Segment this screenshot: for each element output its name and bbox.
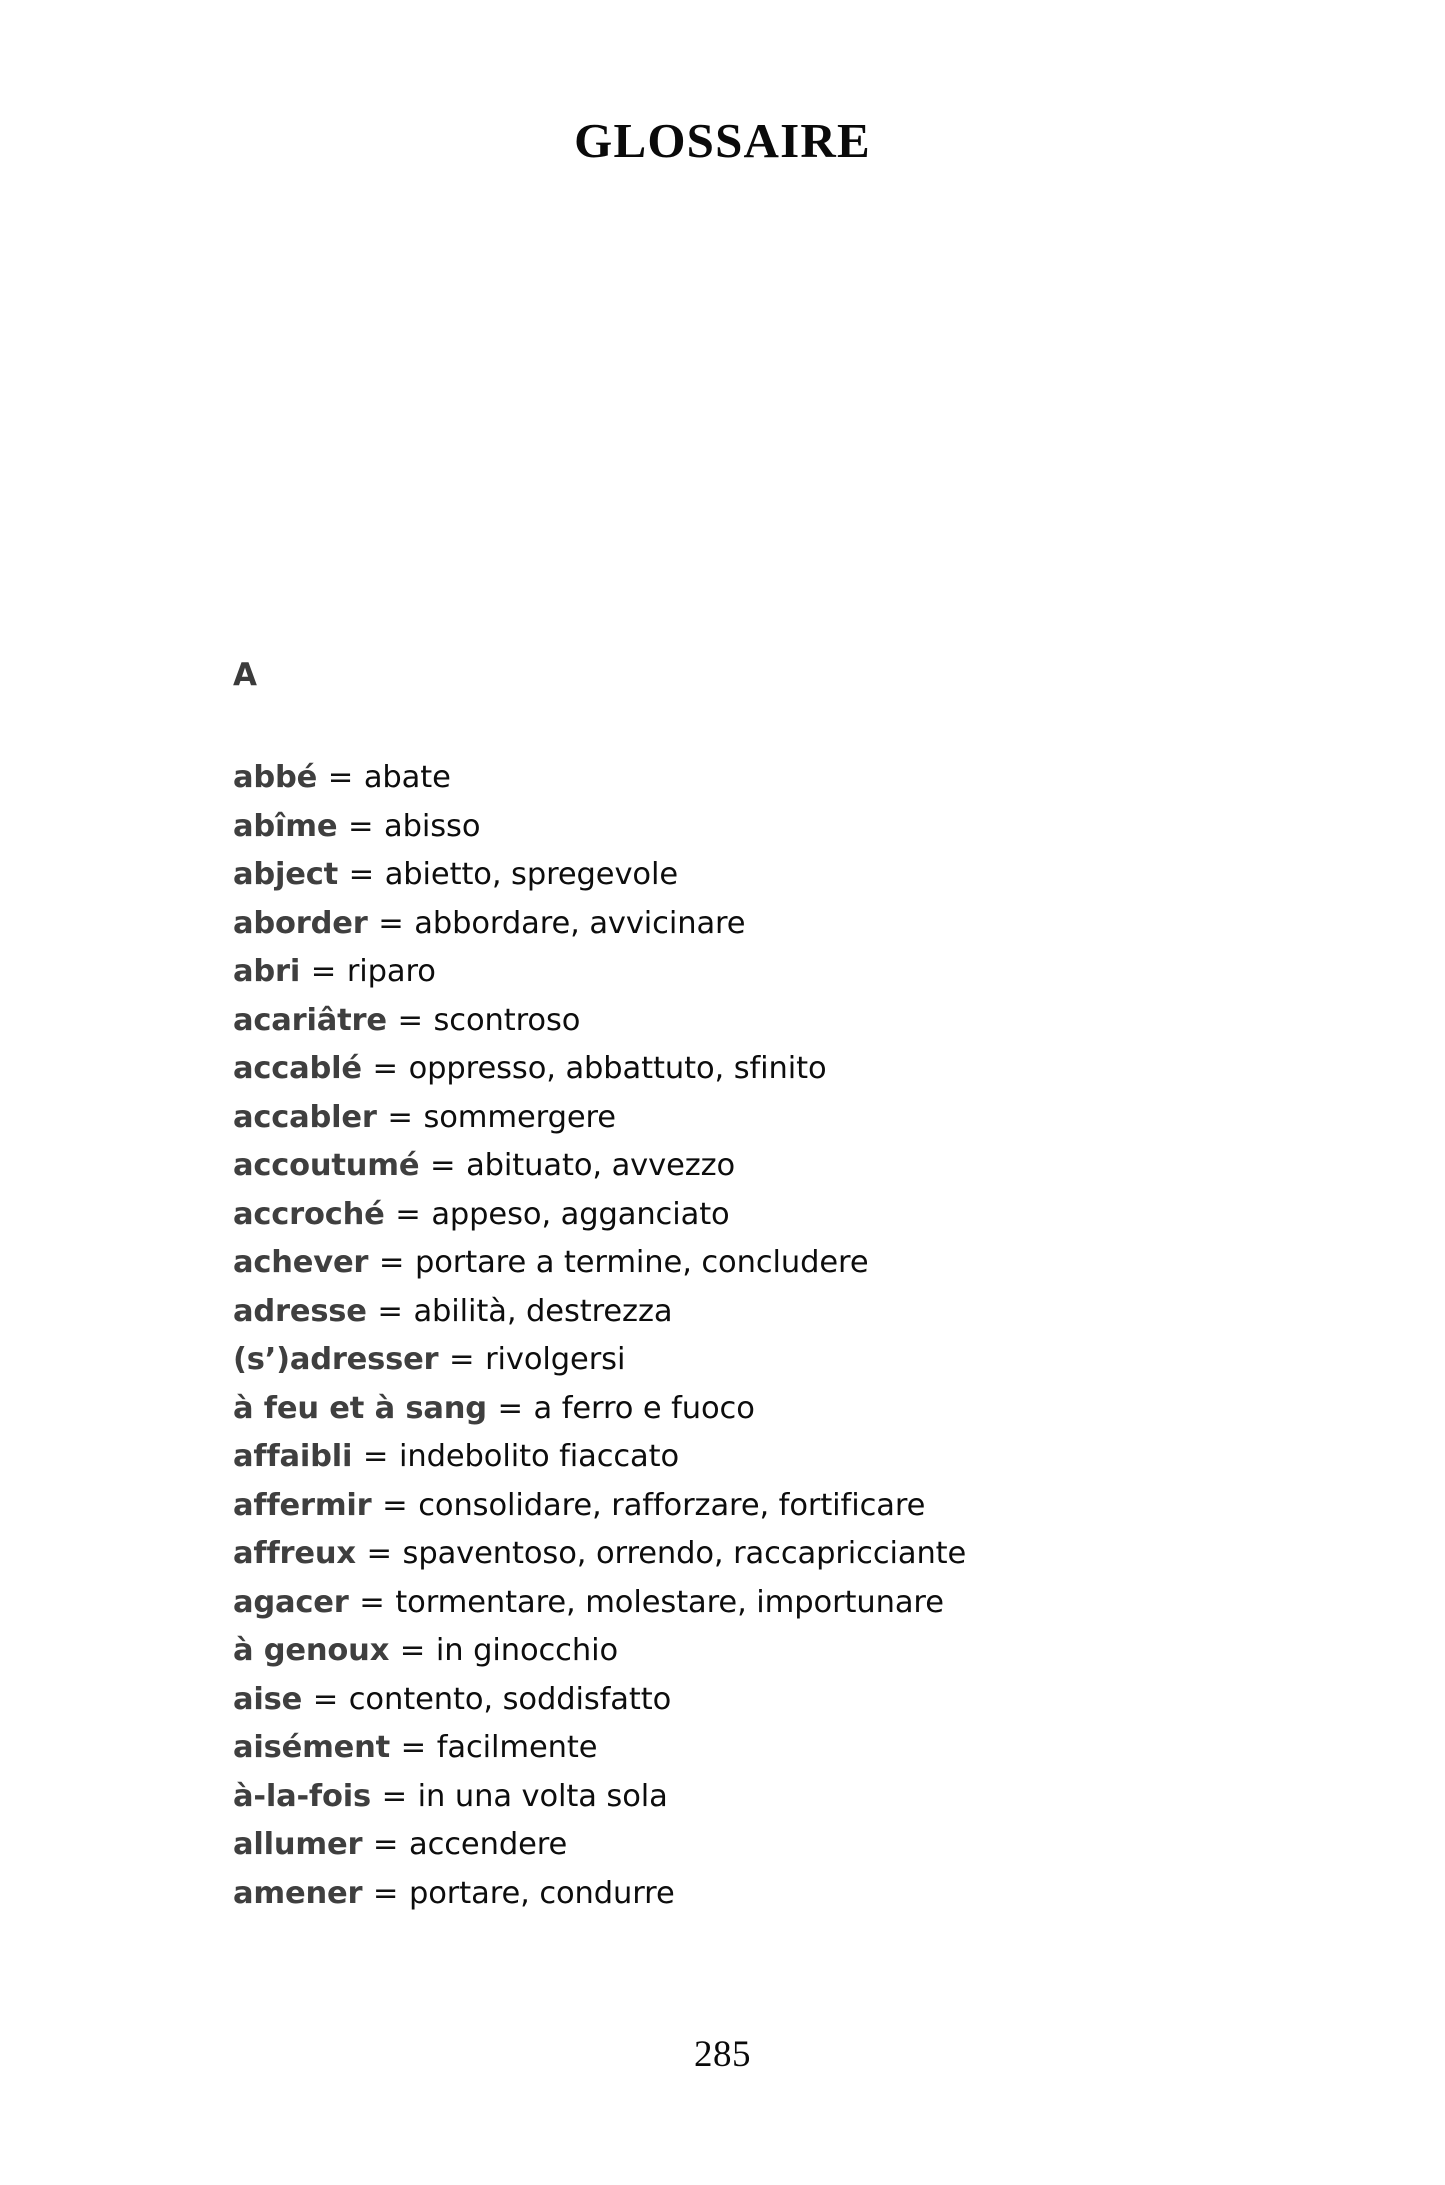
entry-separator: = xyxy=(372,1051,398,1086)
glossary-entry xyxy=(233,1142,1293,1191)
entry-term: abject xyxy=(233,857,339,892)
glossary-entry xyxy=(233,1433,1293,1482)
entry-term: amener xyxy=(233,1875,363,1911)
entry-separator: = xyxy=(382,1487,408,1523)
glossary-entry xyxy=(233,1676,1293,1725)
entry-separator: = xyxy=(359,1584,385,1620)
entry-separator: = xyxy=(378,905,404,941)
glossary-entry xyxy=(233,803,1293,852)
entry-term: abri xyxy=(233,954,301,989)
entry-definition: a ferro e fuoco xyxy=(533,1390,755,1426)
glossary-entry xyxy=(233,900,1293,949)
entry-term: abîme xyxy=(233,808,338,844)
entry-separator: = xyxy=(429,1148,456,1183)
entry-definition: abietto, spregevole xyxy=(384,857,679,892)
entry-term: accabler xyxy=(233,1099,377,1135)
glossary-entry xyxy=(233,1530,1293,1579)
entry-term: à genoux xyxy=(233,1633,390,1668)
entry-separator: = xyxy=(497,1390,523,1426)
glossary-entry xyxy=(233,1482,1293,1531)
entry-separator: = xyxy=(387,1099,413,1135)
glossary-entry xyxy=(233,1773,1293,1822)
entry-separator: = xyxy=(327,760,354,795)
entry-separator: = xyxy=(362,1439,389,1474)
glossary-entry xyxy=(233,1094,1293,1143)
entry-definition: abisso xyxy=(384,808,481,844)
glossary-entry xyxy=(233,1385,1293,1434)
glossary-entry-list xyxy=(233,754,1293,1918)
entry-definition: riparo xyxy=(346,954,436,989)
entry-term: accoutumé xyxy=(233,1148,420,1183)
entry-term: à feu et à sang xyxy=(233,1390,487,1426)
glossary-entry xyxy=(233,1579,1293,1628)
entry-term: à-la-fois xyxy=(233,1778,371,1814)
entry-definition: indebolito fiaccato xyxy=(399,1439,680,1474)
glossary-entry xyxy=(233,997,1293,1046)
entry-separator: = xyxy=(399,1633,426,1668)
entry-term: affaibli xyxy=(233,1439,353,1474)
entry-separator: = xyxy=(366,1536,392,1571)
entry-definition: accendere xyxy=(409,1827,568,1862)
entry-definition: scontroso xyxy=(433,1002,581,1038)
entry-term: (s’)adresser xyxy=(233,1342,439,1377)
entry-separator: = xyxy=(381,1778,408,1814)
entry-term: allumer xyxy=(233,1827,363,1862)
glossary-entry xyxy=(233,1191,1293,1240)
entry-separator: = xyxy=(372,1875,399,1911)
entry-definition: abate xyxy=(363,760,451,795)
entry-separator: = xyxy=(348,857,375,892)
entry-separator: = xyxy=(395,1196,421,1232)
glossary-entry xyxy=(233,1870,1293,1919)
entry-definition: contento, soddisfatto xyxy=(348,1681,672,1717)
glossary-entry xyxy=(233,851,1293,900)
entry-term: aborder xyxy=(233,905,368,941)
entry-separator: = xyxy=(378,1245,405,1280)
glossary-entry xyxy=(233,1239,1293,1288)
page-title: GLOSSAIRE xyxy=(574,113,871,168)
page-number: 285 xyxy=(694,2034,751,2075)
entry-separator: = xyxy=(377,1293,403,1329)
entry-definition: abbordare, avvicinare xyxy=(414,905,746,941)
entry-term: adresse xyxy=(233,1293,367,1329)
entry-definition: abituato, avvezzo xyxy=(466,1148,736,1183)
glossary-body xyxy=(233,657,1293,1918)
entry-separator: = xyxy=(312,1681,339,1717)
entry-separator: = xyxy=(400,1730,427,1765)
glossary-entry xyxy=(233,1045,1293,1094)
entry-term: acariâtre xyxy=(233,1002,387,1038)
entry-term: aise xyxy=(233,1681,303,1717)
glossary-entry xyxy=(233,1288,1293,1337)
entry-definition: abilità, destrezza xyxy=(413,1293,673,1329)
entry-term: abbé xyxy=(233,760,318,795)
entry-definition: rivolgersi xyxy=(485,1342,626,1377)
letter-section-heading: A xyxy=(233,657,258,693)
entry-definition: portare, condurre xyxy=(408,1875,675,1911)
entry-term: agacer xyxy=(233,1584,349,1620)
entry-separator: = xyxy=(347,808,374,844)
entry-separator: = xyxy=(397,1002,423,1038)
entry-term: affreux xyxy=(233,1536,356,1571)
glossary-entry xyxy=(233,1627,1293,1676)
entry-term: accroché xyxy=(233,1196,385,1232)
entry-definition: spaventoso, orrendo, raccapricciante xyxy=(402,1536,967,1571)
entry-definition: oppresso, abbattuto, sfinito xyxy=(408,1051,827,1086)
entry-term: achever xyxy=(233,1245,369,1280)
glossary-entry xyxy=(233,948,1293,997)
glossary-entry xyxy=(233,1821,1293,1870)
entry-definition: in ginocchio xyxy=(435,1633,619,1668)
entry-definition: in una volta sola xyxy=(417,1778,668,1814)
glossary-entry xyxy=(233,1336,1293,1385)
entry-separator: = xyxy=(449,1342,475,1377)
glossary-entry xyxy=(233,754,1293,803)
entry-term: accablé xyxy=(233,1051,362,1086)
entry-definition: tormentare, molestare, importunare xyxy=(395,1584,944,1620)
entry-definition: facilmente xyxy=(436,1730,598,1765)
entry-definition: consolidare, rafforzare, fortificare xyxy=(418,1487,926,1523)
entry-definition: portare a termine, concludere xyxy=(414,1245,869,1280)
entry-term: affermir xyxy=(233,1487,372,1523)
entry-separator: = xyxy=(310,954,337,989)
entry-term: aisément xyxy=(233,1730,391,1765)
entry-separator: = xyxy=(372,1827,399,1862)
entry-definition: appeso, agganciato xyxy=(431,1196,730,1232)
glossary-entry xyxy=(233,1724,1293,1773)
entry-definition: sommergere xyxy=(423,1099,616,1135)
